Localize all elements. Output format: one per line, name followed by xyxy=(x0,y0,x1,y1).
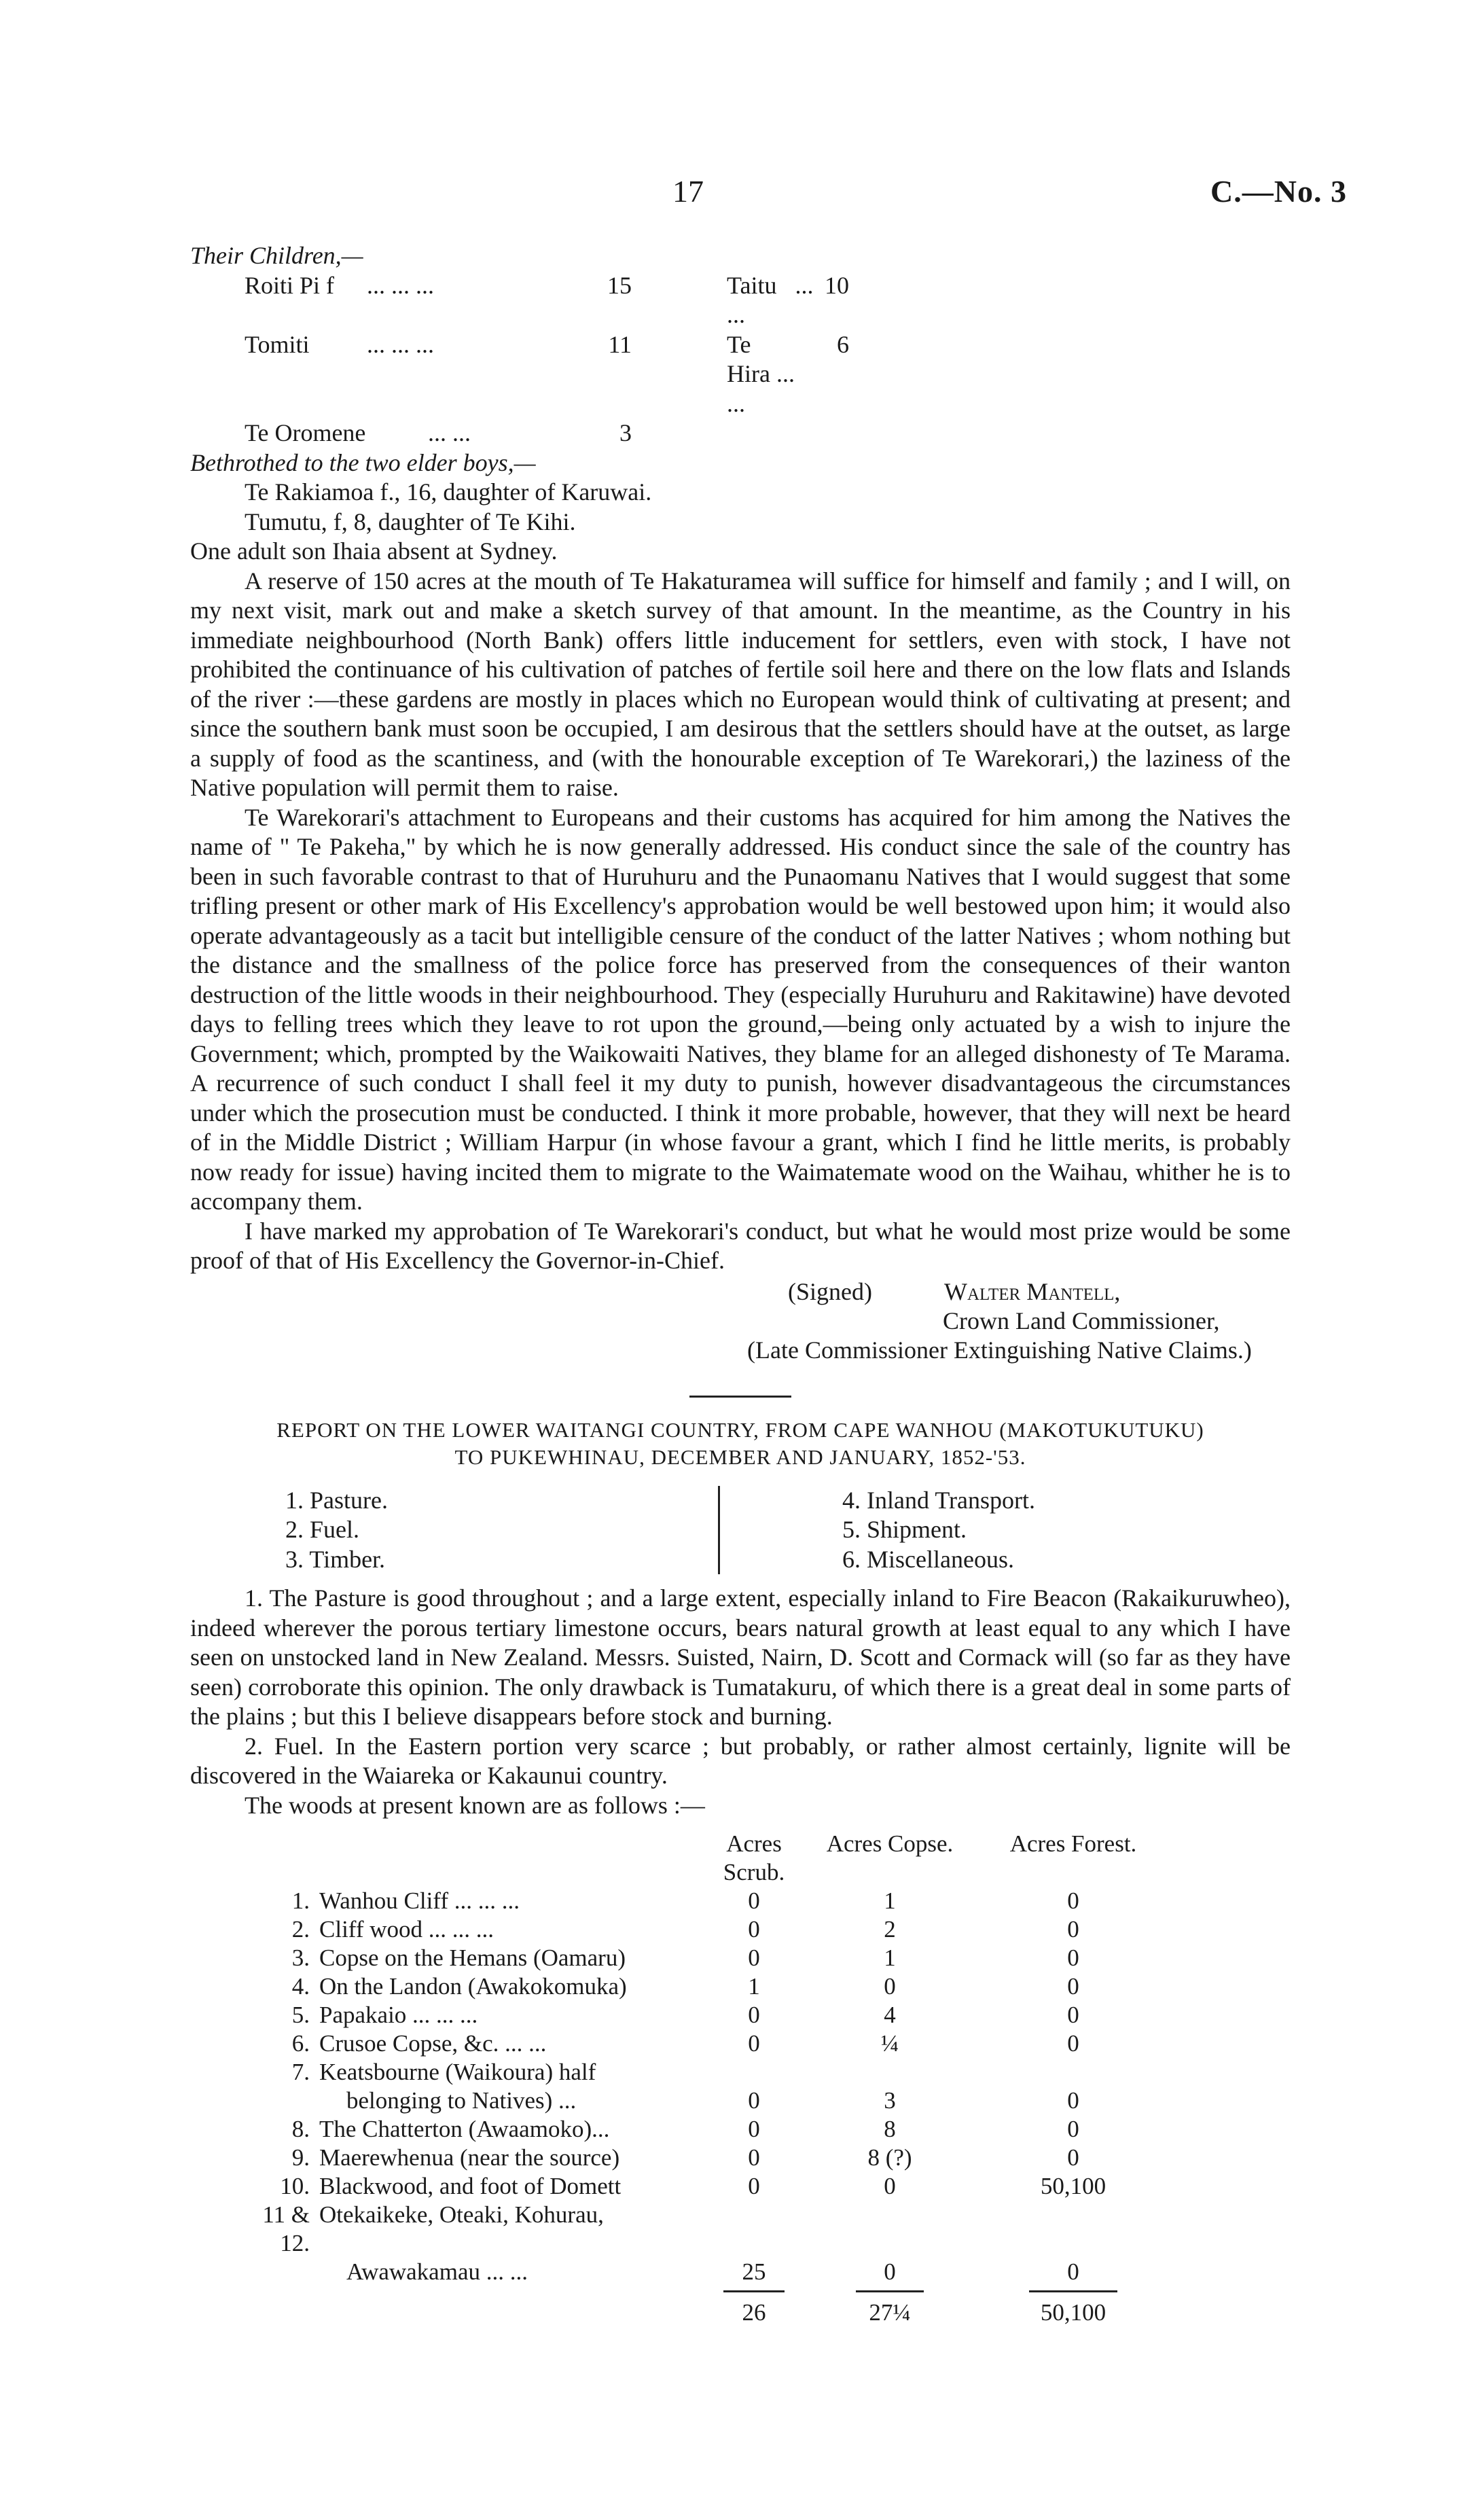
topic-item: 5. Shipment. xyxy=(842,1516,967,1543)
child-name: Taitu ... ... xyxy=(727,271,814,328)
wood-name: Copse on the Hemans (Oamaru) xyxy=(319,1945,626,1971)
signed-label: (Signed) xyxy=(788,1277,872,1305)
table-row xyxy=(251,2115,1291,2144)
woods-table-totals xyxy=(251,2299,1291,2327)
row-number: 5. xyxy=(291,2002,310,2028)
topic-item: 2. Fuel. xyxy=(285,1516,360,1543)
table-row xyxy=(251,2201,1291,2258)
row-number: 10. xyxy=(280,2173,310,2199)
acres-copse: 0 xyxy=(884,1973,896,2000)
acres-forest: 50,100 xyxy=(1040,2173,1106,2199)
acres-copse: 1 xyxy=(884,1887,896,1914)
table-row xyxy=(251,2172,1291,2201)
total-forest: 50,100 xyxy=(1040,2299,1106,2326)
row-number: 2. xyxy=(291,1916,310,1942)
acres-copse: 8 xyxy=(884,2116,896,2142)
topic-item: 1. Pasture. xyxy=(285,1486,388,1514)
acres-copse: ¼ xyxy=(880,2030,899,2057)
table-row xyxy=(251,2144,1291,2172)
table-row xyxy=(251,2087,1291,2115)
row-number: 6. xyxy=(291,2030,310,2057)
acres-scrub: 0 xyxy=(748,2002,760,2028)
row-number: 1. xyxy=(291,1887,310,1914)
acres-copse: 2 xyxy=(884,1916,896,1942)
child-name: Te Oromene xyxy=(245,419,366,446)
signatory-title: Crown Land Commissioner, xyxy=(943,1307,1220,1334)
wood-name: Wanhou Cliff ... ... ... xyxy=(319,1887,520,1914)
table-row xyxy=(251,1915,1291,1944)
child-age: 3 xyxy=(619,419,632,446)
topic-item: 6. Miscellaneous. xyxy=(842,1545,1014,1573)
acres-forest: 0 xyxy=(1067,2087,1079,2114)
header-acres-scrub: Acres Scrub. xyxy=(723,1830,785,1885)
topic-item: 4. Inland Transport. xyxy=(842,1486,1036,1514)
acres-forest: 0 xyxy=(1067,2116,1079,2142)
woods-table-body xyxy=(251,1887,1291,2286)
header-acres-copse: Acres Copse. xyxy=(826,1830,954,1857)
acres-copse: 0 xyxy=(884,2258,896,2285)
wood-name: Blackwood, and foot of Domett xyxy=(319,2173,622,2199)
acres-scrub: 25 xyxy=(742,2258,766,2285)
table-row xyxy=(251,1887,1291,1915)
child-age: 6 xyxy=(837,330,849,358)
acres-scrub: 0 xyxy=(748,1916,760,1942)
wood-name: Papakaio ... ... ... xyxy=(319,2002,478,2028)
acres-forest: 0 xyxy=(1067,2002,1079,2028)
acres-copse: 1 xyxy=(884,1945,896,1971)
child-name: Roiti Pi f xyxy=(245,271,335,299)
table-row xyxy=(251,2258,1291,2286)
child-name: Te Hira ... ... xyxy=(727,330,795,417)
row-number-blank xyxy=(251,2087,319,2115)
total-copse: 27¼ xyxy=(869,2299,911,2326)
wood-name: Crusoe Copse, &c. ... ... xyxy=(319,2030,547,2057)
signatory-late-title: (Late Commissioner Extinguishing Native Claims.) xyxy=(747,1336,1252,1364)
table-row xyxy=(251,2058,1291,2087)
leader-dots: ... ... ... xyxy=(367,271,434,299)
acres-forest: 0 xyxy=(1067,1887,1079,1914)
woods-table xyxy=(251,1830,1291,2327)
acres-scrub: 0 xyxy=(748,2030,760,2057)
child-age: 15 xyxy=(607,271,632,299)
acres-forest: 0 xyxy=(1067,2144,1079,2171)
page-body xyxy=(190,241,1291,2327)
total-scrub: 26 xyxy=(742,2299,766,2326)
row-number-blank xyxy=(251,2258,319,2286)
wood-name: The Chatterton (Awaamoko)... xyxy=(319,2116,610,2142)
header-acres-forest: Acres Forest. xyxy=(1009,1830,1137,1857)
betrothed-list xyxy=(245,478,1291,537)
acres-copse: 0 xyxy=(884,2173,896,2199)
paragraph-attachment: Te Warekorari's attachment to Europeans and their customs has acquired for him among the Natives the name of " Te Pakeha," by which he is now generally addressed. His conduct since the sale of the country has been in such favorable contrast to that of Huruhuru and the Punaomanu Natives that I would suggest that some trifling present or other mark of His Excellency's approbation would be well bestowed upon him; it would also operate advantageously as a tacit but intelligible censure of the conduct of the latter Natives ; whom nothing but the distance and the smallness of the police force has preserved from the consequences of their wanton destruction of the little woods in their neighbourhood. They (especially Huruhuru and Rakitawine) have devoted days to felling trees which they leave to rot upon the ground,—being only actuated by a wish to injure the Government; which, prompted by the Waikowaiti Natives, they blame for an alleged dishonesty of Te Marama. A recurrence of such conduct I shall feel it my duty to punish, however disadvantageous the circumstances under which the prosecution must be conducted. I think it more probable, however, that they will next be heard of in the Middle District ; William Harpur (in whose favour a grant, which I find he little merits, is probably now ready for issue) having incited them to migrate to the Waimatemate wood on the Waihau, whither he is to accompany them. xyxy=(190,803,1291,1215)
wood-name: Maerewhenua (near the source) xyxy=(319,2144,620,2171)
wood-name: Cliff wood ... ... ... xyxy=(319,1916,494,1942)
acres-copse: 8 (?) xyxy=(867,2144,912,2171)
page-number: 17 xyxy=(672,174,704,209)
acres-scrub: 0 xyxy=(748,1945,760,1971)
topic-item: 3. Timber. xyxy=(285,1545,386,1573)
wood-name: Otekaikeke, Oteaki, Kohurau, xyxy=(319,2201,604,2228)
absent-son-note: One adult son Ihaia absent at Sydney. xyxy=(190,537,558,565)
leader-dots: ... ... ... xyxy=(367,330,434,358)
child-age: 11 xyxy=(608,330,632,358)
acres-scrub: 0 xyxy=(748,2173,760,2199)
paragraph-fuel: 2. Fuel. In the Eastern portion very scarce ; but probably, or rather almost certainly, lignite will be discovered in the Waiareka or Kakaunui country. xyxy=(190,1732,1291,1789)
acres-forest: 0 xyxy=(1067,1973,1079,2000)
acres-forest: 0 xyxy=(1067,1945,1079,1971)
row-number: 3. xyxy=(291,1945,310,1971)
wood-name-continued: belonging to Natives) ... xyxy=(346,2087,577,2114)
acres-forest: 0 xyxy=(1067,2258,1079,2285)
betrothed-item: Te Rakiamoa f., 16, daughter of Karuwai. xyxy=(245,478,652,505)
acres-scrub: 0 xyxy=(748,2144,760,2171)
acres-forest: 0 xyxy=(1067,2030,1079,2057)
leader-dots: ... ... xyxy=(428,419,471,446)
paragraph-pasture: 1. The Pasture is good throughout ; and a large extent, especially inland to Fire Beacon (Rakaikuruwheo), indeed wherever the porous tertiary limestone occurs, bears natural growth at least equal to any which I have seen on unstocked land in New Zealand. Messrs. Suisted, Nairn, D. Scott and Cormack will (so far as they have seen) corroborate this opinion. The only drawback is Tumatakuru, of which there is a great deal in some parts of the plains ; but this I believe disappears before stock and burning. xyxy=(190,1584,1291,1730)
report-topics xyxy=(285,1486,1291,1575)
row-number: 11 & 12. xyxy=(262,2201,310,2256)
paragraph-reserve: A reserve of 150 acres at the mouth of Te Hakaturamea will suffice for himself and family ; and I will, on my next visit, mark out and make a sketch survey of that amount. In the meantime, as the Country in his immediate neighbourhood (North Bank) offers little inducement for settlers, even with stock, I have not prohibited the continuance of his cultivation of patches of fertile soil here and there on the low flats and Islands of the river :—these gardens are mostly in places which no European would think of cultivating at present; and since the southern bank must soon be occupied, I am desirous that the settlers should have at the outset, as large a supply of food as the scantiness, and (with the honourable exception of Te Warekorari,) the laziness of the Native population will permit them to raise. xyxy=(190,567,1291,801)
table-row xyxy=(251,1944,1291,1972)
row-number: 4. xyxy=(291,1973,310,2000)
children-heading: Their Children,— xyxy=(190,242,363,269)
row-number: 7. xyxy=(291,2059,310,2085)
child-age: 10 xyxy=(825,271,849,299)
betrothed-heading: Bethrothed to the two elder boys,— xyxy=(190,448,536,476)
signatory-name: Walter Mantell, xyxy=(944,1277,1121,1305)
table-row xyxy=(251,1972,1291,2001)
paragraph-approbation: I have marked my approbation of Te Warekorari's conduct, but what he would most prize would be some proof of that of His Excellency the Governor-in-Chief. xyxy=(190,1217,1291,1274)
acres-scrub: 0 xyxy=(748,1887,760,1914)
betrothed-item: Tumutu, f, 8, daughter of Te Kihi. xyxy=(245,508,576,535)
section-divider xyxy=(689,1396,791,1398)
report-title: REPORT ON THE LOWER WAITANGI COUNTRY, FROM CAPE WANHOU (MAKOTUKUTUKU) TO PUKEWHINAU, DECEMBER AND JANUARY, 1852-'53. xyxy=(276,1417,1204,1469)
children-list xyxy=(245,271,1291,448)
total-rules xyxy=(251,2286,1291,2299)
document-reference: C.—No. 3 xyxy=(1210,174,1347,209)
row-number: 8. xyxy=(291,2116,310,2142)
table-row xyxy=(251,2001,1291,2029)
wood-name: On the Landon (Awakokomuka) xyxy=(319,1973,627,2000)
child-name: Tomiti xyxy=(245,330,310,358)
acres-scrub: 0 xyxy=(748,2116,760,2142)
signature-block xyxy=(747,1277,1291,1366)
acres-copse: 4 xyxy=(884,2002,896,2028)
wood-name-continued: Awawakamau ... ... xyxy=(346,2258,528,2285)
woods-intro: The woods at present known are as follows :— xyxy=(245,1791,705,1819)
acres-forest: 0 xyxy=(1067,1916,1079,1942)
woods-table-header xyxy=(251,1830,1291,1887)
acres-scrub: 0 xyxy=(748,2087,760,2114)
table-row xyxy=(251,2029,1291,2058)
row-number: 9. xyxy=(291,2144,310,2171)
acres-copse: 3 xyxy=(884,2087,896,2114)
wood-name: Keatsbourne (Waikoura) half xyxy=(319,2059,596,2085)
acres-scrub: 1 xyxy=(748,1973,760,2000)
